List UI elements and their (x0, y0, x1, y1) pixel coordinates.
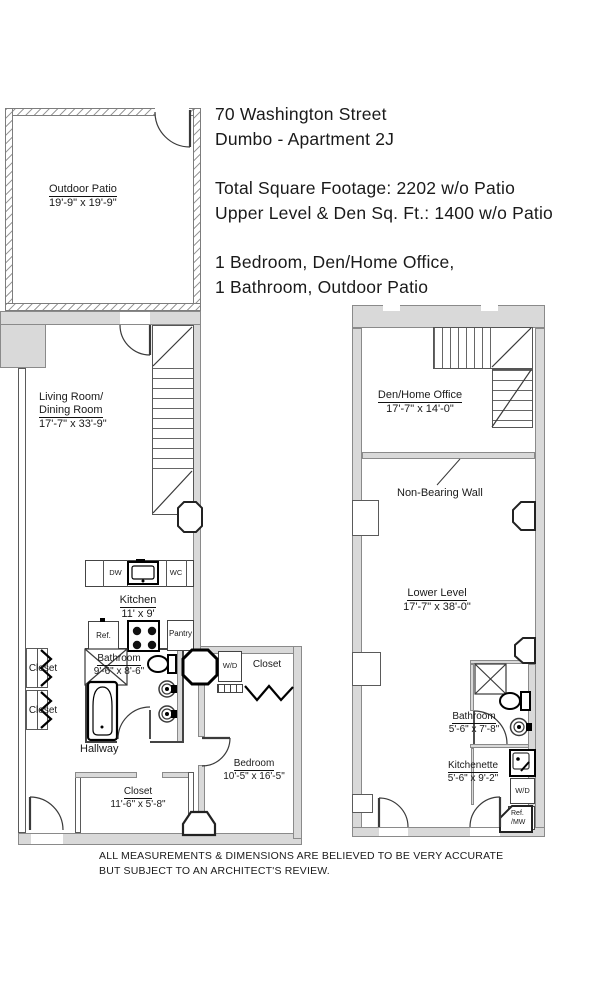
bathtub-icon (88, 682, 117, 740)
toilet-icon (148, 656, 168, 672)
stove-burner (133, 627, 141, 635)
ref-label: Ref. (511, 810, 524, 817)
features-line2: 1 Bathroom, Outdoor Patio (215, 277, 429, 297)
room-label-living-dining (39, 391, 107, 431)
room-name: Dining Room (39, 404, 103, 416)
total-sqft: Total Square Footage: 2202 w/o Patio (215, 178, 516, 198)
room-dims: 5'-6" x 9'-2" (447, 773, 499, 784)
tub-drain (101, 726, 104, 729)
toilet-tank (168, 655, 176, 673)
room-label-lower-level (384, 587, 490, 614)
door-arc (379, 798, 408, 827)
washer-dryer-label: W/D (222, 661, 238, 670)
pantry-label: Pantry (168, 629, 193, 638)
room-name: Closet (28, 663, 58, 674)
refrigerator-label: Ref. (96, 631, 111, 640)
stair-diagonal (492, 328, 531, 367)
address-line: 70 Washington Street (215, 104, 387, 124)
room-dims: 11'-6" x 5'-8" (110, 799, 166, 810)
sink-drain (516, 757, 520, 761)
room-dims: 10'-5" x 16'-5" (223, 771, 285, 782)
room-dims: 9'-6" x 8'-6" (93, 666, 145, 677)
toilet-icon (500, 693, 520, 709)
features-line1: 1 Bedroom, Den/Home Office, (215, 252, 455, 272)
room-label-closet (20, 663, 66, 675)
sink-drain (165, 712, 169, 716)
room-label-hallway (80, 743, 119, 756)
room-name: Bedroom (233, 758, 275, 769)
apartment-line: Dumbo - Apartment 2J (215, 129, 395, 149)
room-name: Closet (252, 659, 282, 670)
room-name: Closet (123, 786, 153, 797)
room-name: Den/Home Office (377, 389, 463, 401)
living-door-arc (120, 325, 150, 355)
sink-tap (526, 723, 532, 731)
ref-microwave-label (509, 810, 536, 827)
toilet-tank (521, 692, 530, 710)
sink-tap (171, 685, 177, 693)
disclaimer-line1: ALL MEASUREMENTS & DIMENSIONS ARE BELIEVED TO BE VERY ACCURATE (99, 850, 504, 862)
room-label-bathroom-upper (88, 653, 150, 678)
room-dims: 5'-6" x 7'-8" (448, 724, 500, 735)
annotation-text: Non-Bearing Wall (397, 487, 483, 499)
room-dims: 19'-9" x 19'-9" (49, 197, 117, 209)
non-bearing-wall-label (397, 487, 483, 500)
octagon-column (513, 502, 535, 530)
mw-label: /MW (511, 818, 526, 826)
room-name: Closet (28, 705, 58, 716)
room-dims: 17'-7" x 33'-9" (39, 418, 107, 430)
bifold-door (245, 686, 293, 700)
room-label-kitchenette (442, 760, 504, 785)
room-name: Bathroom (452, 711, 496, 722)
bathroom-door-arc (118, 707, 150, 739)
room-label-bedroom (218, 758, 290, 783)
door-arc (470, 797, 500, 827)
entry-door-arc (30, 797, 63, 830)
kitchen-faucet (136, 559, 145, 563)
room-label-den (364, 389, 476, 416)
room-label-kitchen (106, 594, 170, 621)
stair-diagonal (492, 370, 531, 427)
dishwasher-label: DW (109, 568, 122, 577)
room-label-outdoor-patio (49, 183, 117, 210)
room-label-bedroom-closet (245, 659, 289, 671)
stove-burner (133, 641, 141, 649)
room-name: Bathroom (97, 653, 141, 664)
room-name: Living Room/ (39, 391, 104, 403)
sink-drain (165, 687, 169, 691)
disclaimer-line2: BUT SUBJECT TO AN ARCHITECT'S REVIEW. (99, 864, 330, 877)
disclaimer (99, 849, 503, 878)
sink-drain (517, 725, 521, 729)
sink-tap (171, 710, 177, 718)
room-dims: 11' x 9' (121, 608, 155, 620)
wine-cooler-label: WC (169, 568, 183, 577)
patio-door-arc (155, 112, 190, 147)
ref-handle (100, 618, 105, 622)
stair-diagonal (153, 327, 192, 366)
room-name: Kitchenette (447, 760, 499, 771)
room-label-bathroom-lower (444, 711, 504, 736)
room-name: Lower Level (407, 587, 467, 599)
upper-sqft: Upper Level & Den Sq. Ft.: 1400 w/o Patio (215, 203, 553, 223)
stove-burner (148, 627, 156, 635)
room-name: Hallway (80, 743, 119, 755)
room-label-closet (20, 705, 66, 717)
room-dims: 17'-7" x 38'-0" (403, 601, 471, 613)
leader-line (437, 459, 460, 485)
room-name: Kitchen (119, 594, 157, 606)
octagon-column (183, 650, 217, 684)
stair-newel-column (178, 502, 202, 532)
room-label-hall-closet (104, 786, 172, 811)
room-name: Outdoor Patio (49, 183, 117, 195)
washer-dryer-label: W/D (515, 786, 530, 795)
sink-drain (142, 580, 145, 583)
room-dims: 17'-7" x 14'-0" (386, 403, 454, 415)
column (183, 812, 215, 835)
octagon-column (515, 638, 535, 663)
stove-burner (148, 641, 156, 649)
